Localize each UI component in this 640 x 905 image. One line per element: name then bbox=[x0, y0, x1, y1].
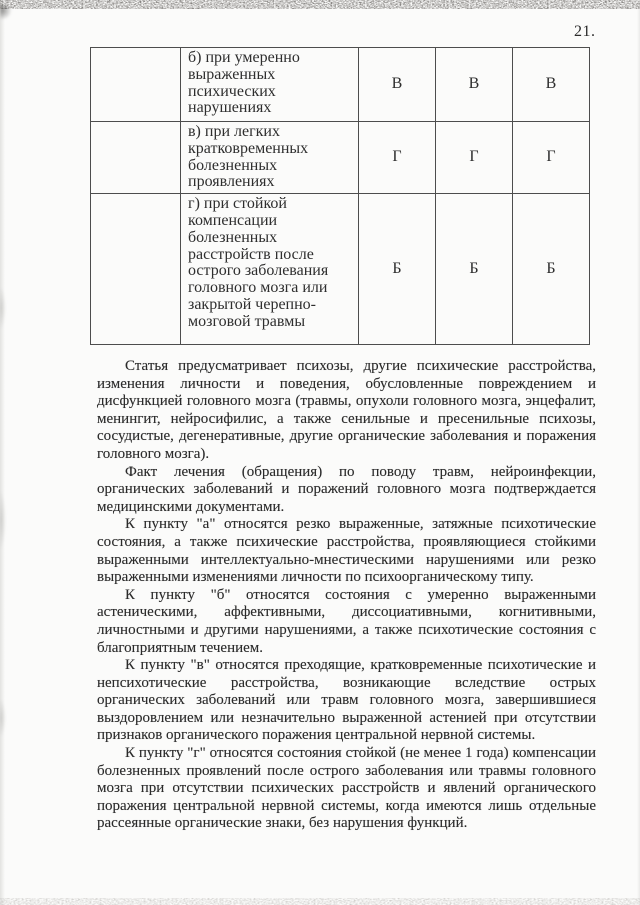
scan-corner-mark bbox=[0, 4, 12, 20]
article-cell-empty bbox=[91, 194, 181, 345]
scan-noise-top bbox=[0, 0, 640, 9]
table-row bbox=[91, 48, 590, 122]
table-row bbox=[91, 122, 590, 194]
paragraph: К пункту "в" относятся преходящие, кратковременные психотические и непсихотические расстройства, возникающие вследствие острых органических заболеваний или травм головного мозга, завершившиеся выздоровлением или незначительно выраженной астенией при отсутствии признаков органического поражения центральной нервной системы. bbox=[97, 657, 596, 744]
page-number: 21. bbox=[574, 23, 596, 40]
grade-cell: В bbox=[513, 48, 590, 122]
category-cell: б) при умеренно выраженных психических нарушениях bbox=[181, 48, 359, 122]
scan-smudge bbox=[0, 700, 6, 736]
paragraph: К пункту "а" относятся резко выраженные, затяжные психотические состояния, а также психические расстройства, проявляющиеся стойкими выраженными интеллектуально-мнестическими нарушениями или резко выраженными изменениями личности по психоорганическому типу. bbox=[97, 516, 596, 586]
grade-cell: Б bbox=[513, 194, 590, 345]
grade-cell: Г bbox=[436, 122, 513, 194]
scan-noise-bottom bbox=[0, 898, 640, 905]
article-cell-empty bbox=[91, 122, 181, 194]
disposition-table bbox=[90, 47, 590, 345]
category-cell: в) при легких кратковременных болезненных проявлениях bbox=[181, 122, 359, 194]
category-cell: г) при стойкой компенсации болезненных расстройств после острого заболевания головного мозга или закрытой черепно-мозговой травмы bbox=[181, 194, 359, 345]
article-commentary bbox=[97, 358, 596, 833]
paragraph: Статья предусматривает психозы, другие психические расстройства, изменения личности и поведения, обусловленные повреждением и дисфункцией головного мозга (травмы, опухоли головного мозга, энцефалит, менингит, нейросифилис, а также сенильные и пресенильные психозы, сосудистые, дегенеративные, другие органические заболевания и поражения головного мозга). bbox=[97, 358, 596, 462]
article-cell-empty bbox=[91, 48, 181, 122]
scan-smudge bbox=[0, 288, 6, 328]
paragraph: Факт лечения (обращения) по поводу травм, нейроинфекции, органических заболеваний и поражений головного мозга подтверждается медицинскими документами. bbox=[97, 463, 596, 515]
grade-cell: Б bbox=[436, 194, 513, 345]
grade-cell: В bbox=[436, 48, 513, 122]
paragraph: К пункту "г" относятся состояния стойкой (не менее 1 года) компенсации болезненных проявлений после острого заболевания или травмы головного мозга при отсутствии психических расстройств и явлений органического поражения центральной нервной системы, когда имеются лишь отдельные рассеянные органические знаки, без нарушения функций. bbox=[97, 745, 596, 832]
table-row bbox=[91, 194, 590, 345]
scan-edge-left bbox=[0, 0, 5, 905]
scan-smudge bbox=[0, 492, 6, 548]
paragraph: К пункту "б" относятся состояния с умеренно выраженными астеническими, аффективными, диссоциативными, когнитивными, личностными и другими нарушениями, а также психотические состояния с благоприятным течением. bbox=[97, 586, 596, 656]
grade-cell: Г bbox=[513, 122, 590, 194]
grade-cell: Г bbox=[359, 122, 436, 194]
grade-cell: В bbox=[359, 48, 436, 122]
grade-cell: Б bbox=[359, 194, 436, 345]
